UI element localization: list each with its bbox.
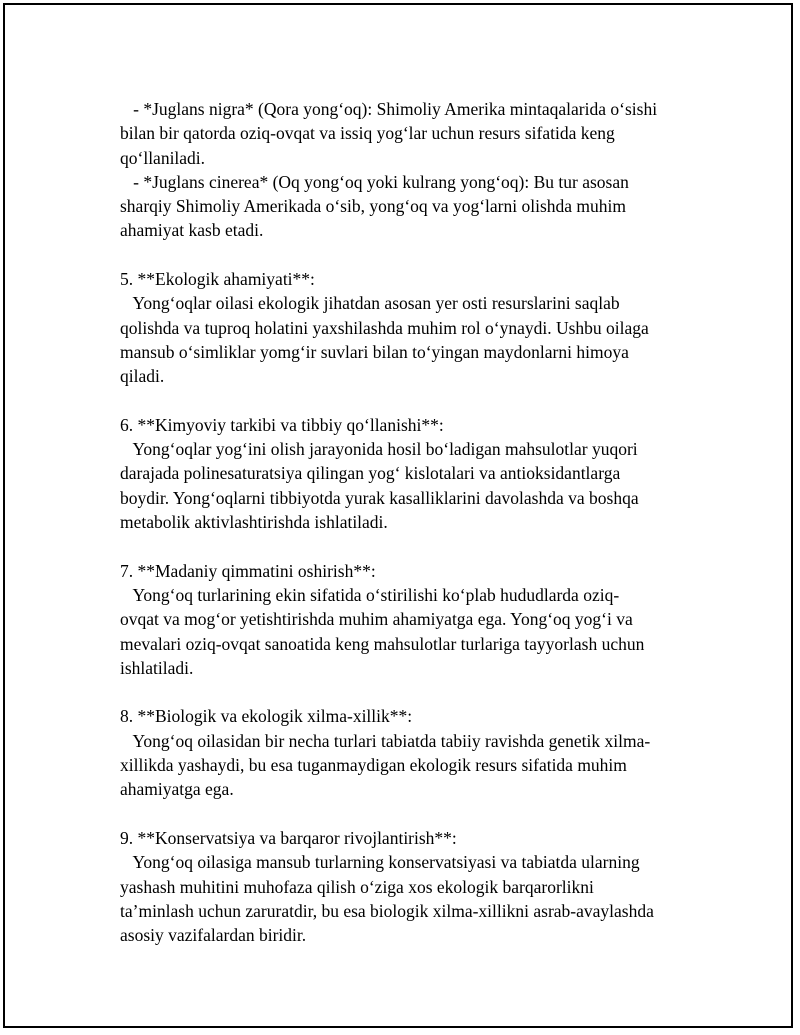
document-page [3, 3, 793, 1028]
text-line: Yong‘oqlar oilasi ekologik jihatdan asosan yer osti resurslarini saqlab [120, 293, 620, 314]
document-body [120, 97, 695, 947]
text-line: qolishda va tuproq holatini yaxshilashda muhim rol o‘ynaydi. Ushbu oilaga [120, 317, 649, 338]
text-line: - *Juglans cinerea* (Oq yong‘oq yoki kulrang yong‘oq): Bu tur asosan [120, 171, 629, 192]
text-line: asosiy vazifalardan biridir. [120, 925, 307, 946]
section-heading: 7. **Madaniy qimmatini oshirish**: [120, 560, 376, 581]
text-line: qiladi. [120, 366, 165, 387]
text-line: Yong‘oqlar yog‘ini olish jarayonida hosil bo‘ladigan mahsulotlar yuqori [120, 439, 638, 460]
text-line: ovqat va mog‘or yetishtirishda muhim ahamiyatga ega. Yong‘oq yog‘i va [120, 609, 633, 630]
text-line: mevalari oziq-ovqat sanoatida keng mahsulotlar turlariga tayyorlash uchun [120, 633, 645, 654]
paragraph-gap [120, 389, 695, 413]
paragraph-gap [120, 534, 695, 558]
text-line: bilan bir qatorda oziq-ovqat va issiq yog‘lar uchun resurs sifatida keng [120, 123, 615, 144]
text-line: - *Juglans nigra* (Qora yong‘oq): Shimoliy Amerika mintaqalarida o‘sishi [120, 99, 658, 119]
text-line: Yong‘oq oilasiga mansub turlarning konservatsiyasi va tabiatda ularning [120, 852, 640, 873]
section-heading: 6. **Kimyoviy tarkibi va tibbiy qo‘llanishi**: [120, 414, 444, 435]
text-line: yashash muhitini muhofaza qilish o‘ziga xos ekologik barqarorlikni [120, 876, 594, 897]
paragraph-gap [120, 802, 695, 826]
section-heading: 8. **Biologik va ekologik xilma-xillik**: [120, 706, 413, 727]
text-line: Yong‘oq turlarining ekin sifatida o‘stirilishi ko‘plab hududlarda oziq- [120, 584, 620, 605]
text-line: xillikda yashaydi, bu esa tuganmaydigan ekologik resurs sifatida muhim [120, 755, 627, 776]
section-heading: 9. **Konservatsiya va barqaror rivojlantirish**: [120, 827, 457, 848]
paragraph-gap [120, 680, 695, 704]
section-heading: 5. **Ekologik ahamiyati**: [120, 269, 315, 290]
text-line: qo‘llaniladi. [120, 147, 206, 168]
text-line: ishlatiladi. [120, 657, 194, 678]
text-line: ahamiyatga ega. [120, 779, 234, 800]
text-line: metabolik aktivlashtirishda ishlatiladi. [120, 512, 388, 533]
text-line: ta’minlash uchun zaruratdir, bu esa biologik xilma-xillikni asrab-avaylashda [120, 900, 654, 921]
paragraph-gap [120, 243, 695, 267]
text-line: boydir. Yong‘oqlarni tibbiyotda yurak kasalliklarini davolashda va boshqa [120, 487, 639, 508]
text-line: mansub o‘simliklar yomg‘ir suvlari bilan to‘yingan maydonlarni himoya [120, 341, 629, 362]
text-line: darajada polinesaturatsiya qilingan yog‘ kislotalari va antioksidantlarga [120, 463, 621, 484]
text-line: ahamiyat kasb etadi. [120, 220, 264, 241]
text-line: sharqiy Shimoliy Amerikada o‘sib, yong‘oq va yog‘larni olishda muhim [120, 196, 626, 217]
text-line: Yong‘oq oilasidan bir necha turlari tabiatda tabiiy ravishda genetik xilma- [120, 730, 651, 751]
